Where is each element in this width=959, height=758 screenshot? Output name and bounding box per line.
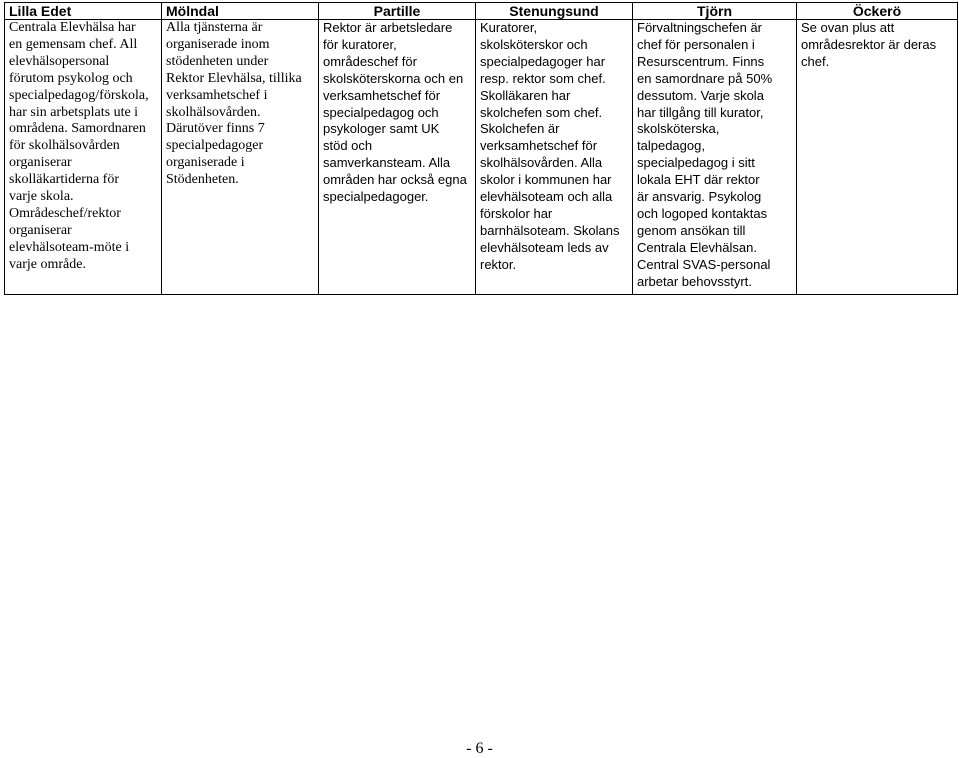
cell-lilla-edet: Centrala Elevhälsa har en gemensam chef. All elevhälsopersonal förutom psykolog och specialpedagog/förskola, har sin arbetsplats ute i områdena. Samordnaren för skolhälsovården organiserar skolläkartiderna för varje skola. Områdeschef/rektor organiserar elevhälsoteam-möte i varje område. xyxy=(5,20,162,295)
cell-stenungsund: Kuratorer, skolsköterskor och specialpedagoger har resp. rektor som chef. Skolläkaren har skolchefen som chef. Skolchefen är verksamhetschef för skolhälsovården. Alla skolor i kommunen har elevhälsoteam och alla förskolor har barnhälsoteam. Skolans elevhälsoteam leds av rektor. xyxy=(476,20,633,295)
cell-partille: Rektor är arbetsledare för kuratorer, områdeschef för skolsköterskorna och en verksamhetschef för specialpedagog och psykologer samt UK stöd och samverkansteam. Alla områden har också egna specialpedagoger. xyxy=(319,20,476,295)
header-tjorn: Tjörn xyxy=(633,3,797,20)
municipality-comparison-table xyxy=(4,2,958,295)
header-partille: Partille xyxy=(319,3,476,20)
cell-tjorn: Förvaltningschefen är chef för personalen i Resurscentrum. Finns en samordnare på 50% dessutom. Varje skola har tillgång till kurator, skolsköterska, talpedagog, specialpedagog i sitt lokala EHT där rektor är ansvarig. Psykolog och logoped kontaktas genom ansökan till Centrala Elevhälsan. Central SVAS-personal arbetar behovsstyrt. xyxy=(633,20,797,295)
header-lilla-edet: Lilla Edet xyxy=(5,3,162,20)
header-stenungsund: Stenungsund xyxy=(476,3,633,20)
content-row xyxy=(5,20,958,295)
cell-ockero: Se ovan plus att områdesrektor är deras chef. xyxy=(797,20,958,295)
header-molndal: Mölndal xyxy=(162,3,319,20)
cell-molndal: Alla tjänsterna är organiserade inom stödenheten under Rektor Elevhälsa, tillika verksamhetschef i skolhälsovården. Därutöver finns 7 specialpedagoger organiserade i Stödenheten. xyxy=(162,20,319,295)
header-ockero: Öckerö xyxy=(797,3,958,20)
page-number: - 6 - xyxy=(466,740,493,757)
header-row xyxy=(5,3,958,20)
